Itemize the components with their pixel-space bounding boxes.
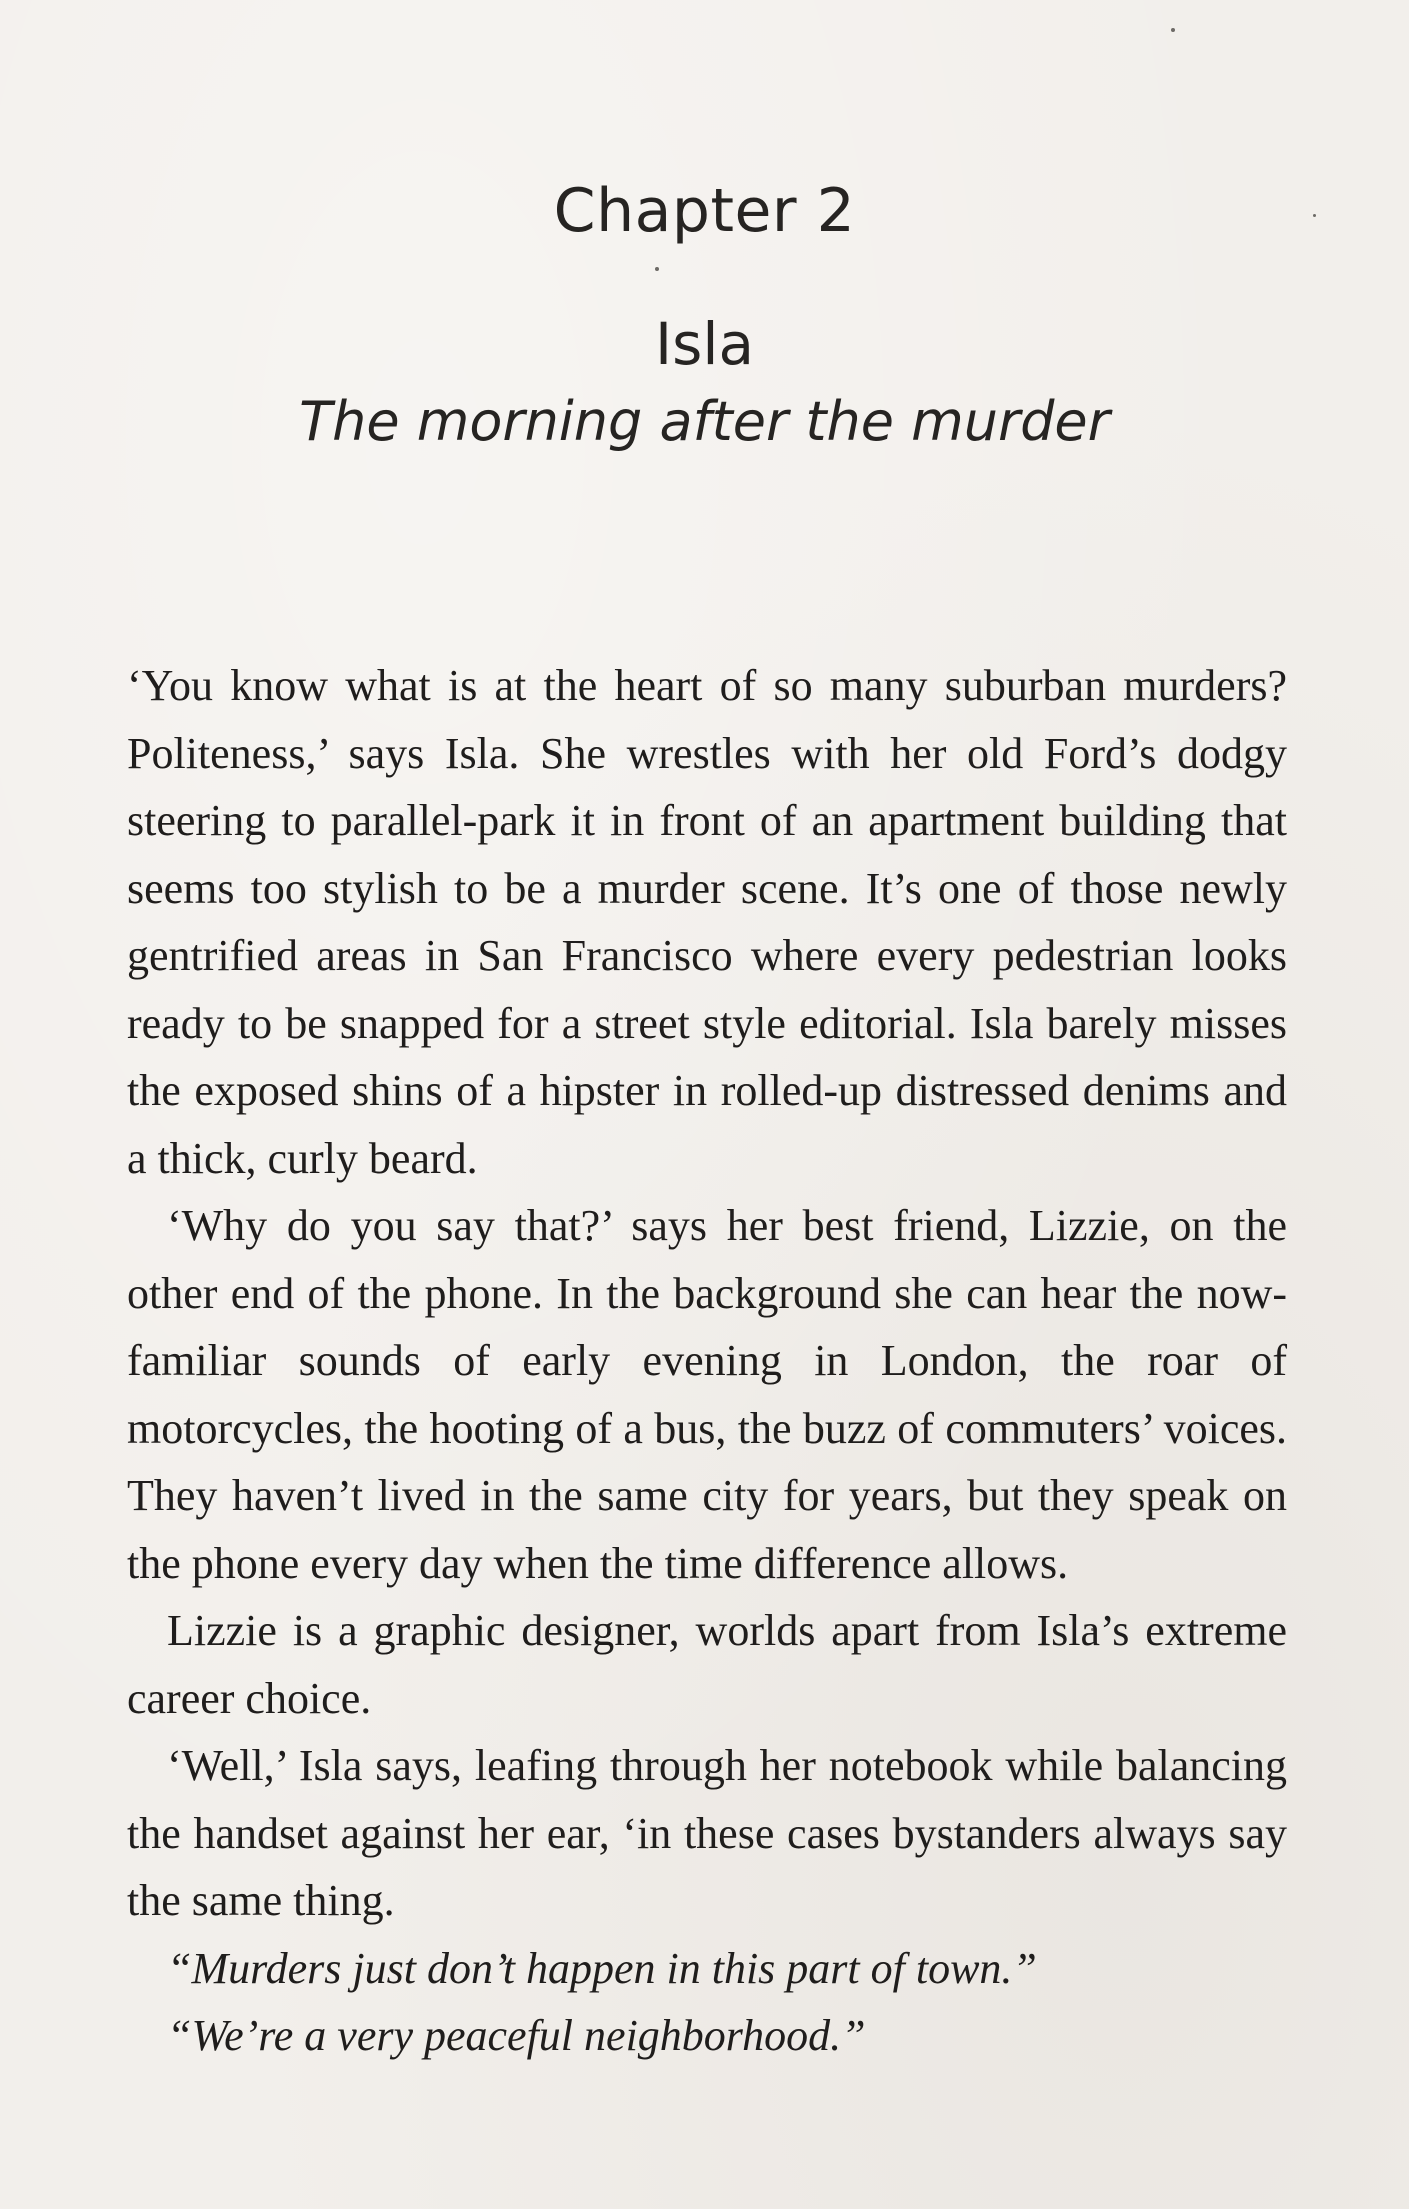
scan-speck: [655, 267, 659, 271]
chapter-body: [127, 652, 1287, 2070]
quoted-line: “Murders just don’t happen in this part of town.”: [167, 1943, 1037, 1993]
paragraph: ‘Well,’ Isla says, leafing through her notebook while balancing the handset against her ear, ‘in these cases bystanders always say the same thing.: [127, 1741, 1287, 1925]
paragraph: ‘You know what is at the heart of so many suburban murders? Politeness,’ says Isla. She wrestles with her old Ford’s dodgy steering to parallel-park it in front of an apartment building that seems too stylish to be a murder scene. It’s one of those newly gentrified areas in San Francisco where every pedestrian looks ready to be snapped for a street style editorial. Isla barely misses the exposed shins of a hipster in rolled-up distressed denims and a thick, curly beard.: [127, 661, 1287, 1183]
scan-speck: [1171, 28, 1175, 32]
paragraph: ‘Why do you say that?’ says her best friend, Lizzie, on the other end of the phone. In the background she can hear the now-familiar sounds of early evening in London, the roar of motorcycles, the hooting of a bus, the buzz of commuters’ voices. They haven’t lived in the same city for years, but they speak on the phone every day when the time difference allows.: [127, 1201, 1287, 1588]
chapter-number: Chapter 2: [553, 176, 856, 246]
quoted-line: “We’re a very peaceful neighborhood.”: [167, 2011, 866, 2060]
paragraph: Lizzie is a graphic designer, worlds apart from Isla’s extreme career choice.: [127, 1606, 1287, 1723]
chapter-pov-name: Isla: [655, 310, 754, 378]
chapter-timeframe: The morning after the murder: [299, 390, 1110, 453]
